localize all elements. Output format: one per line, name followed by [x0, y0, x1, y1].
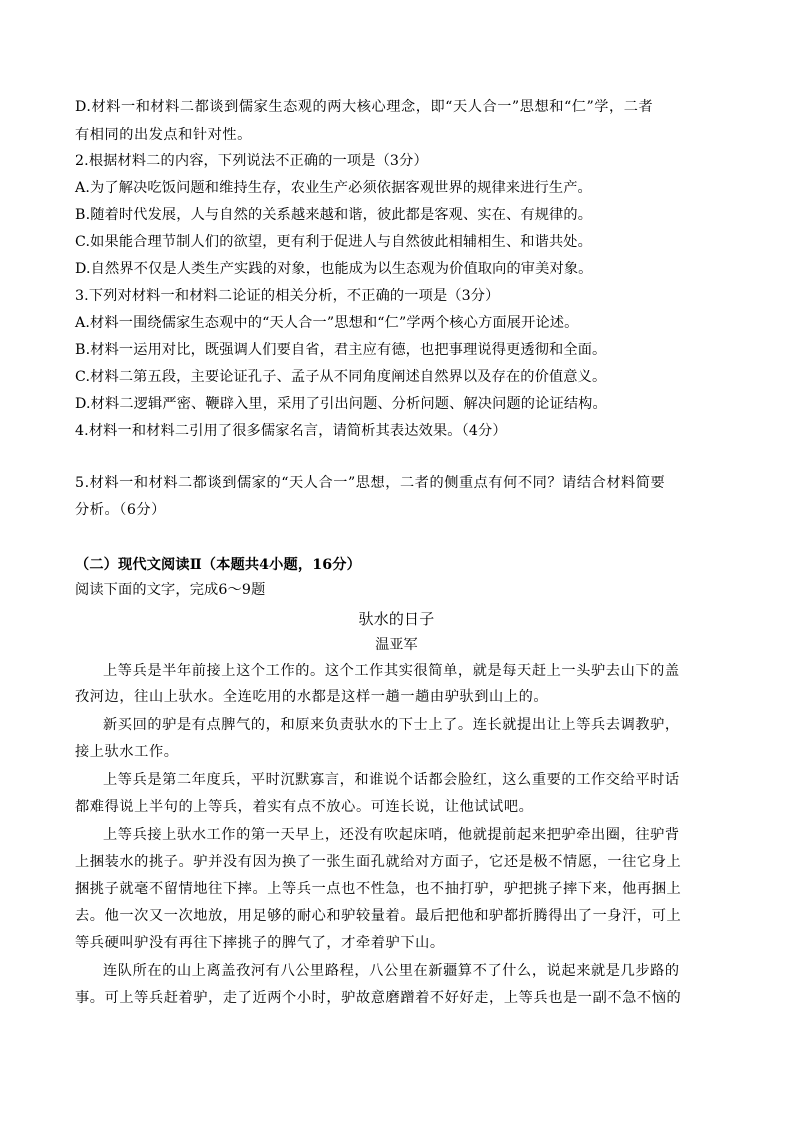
story-line-2: 孜河边，往山上驮水。全连吃用的水都是这样一趟一趟由驴驮到山上的。	[75, 689, 549, 705]
q2-option-d: D.自然界不仅是人类生产实践的对象，也能成为以生态观为价值取向的审美对象。	[75, 261, 593, 277]
section2-instruction: 阅读下面的文字，完成6～9题	[75, 582, 266, 598]
q5-stem-line2: 分析。（6分）	[75, 502, 166, 518]
q2-stem: 2.根据材料二的内容，下列说法不正确的一项是（3分）	[75, 153, 428, 169]
q3-stem: 3.下列对材料一和材料二论证的相关分析，不正确的一项是（3分）	[75, 288, 500, 304]
q4-stem: 4.材料一和材料二引用了很多儒家名言，请简析其表达效果。（4分）	[75, 423, 507, 439]
q3-option-a: A.材料一围绕儒家生态观中的“天人合一”思想和“仁”学两个核心方面展开论述。	[75, 315, 579, 331]
story-line-1: 上等兵是半年前接上这个工作的。这个工作其实很简单，就是每天赶上一头驴去山下的盖	[103, 663, 680, 679]
q1-option-d-line2: 有相同的出发点和针对性。	[75, 127, 252, 143]
q2-option-b: B.随着时代发展，人与自然的关系越来越和谐，彼此都是客观、实在、有规律的。	[75, 207, 593, 223]
story-line-11: 等兵硬叫驴没有再往下摔挑子的脾气了，才牵着驴下山。	[75, 935, 445, 951]
story-line-7: 上等兵接上驮水工作的第一天早上，还没有吹起床哨，他就提前起来把驴牵出圈，往驴背	[103, 827, 680, 843]
q3-option-b: B.材料一运用对比，既强调人们要自省，君主应有德，也把事理说得更透彻和全面。	[75, 342, 607, 358]
q3-option-c: C.材料二第五段，主要论证孔子、孟子从不同角度阐述自然界以及存在的价值意义。	[75, 369, 607, 385]
q1-option-d-line1: D.材料一和材料二都谈到儒家生态观的两大核心理念，即“天人合一”思想和“仁”学，二者	[75, 99, 654, 115]
story-line-5: 上等兵是第二年度兵，平时沉默寡言，和谁说个话都会脸红，这么重要的工作交给平时话	[103, 772, 680, 788]
story-line-12: 连队所在的山上离盖孜河有八公里路程，八公里在新疆算不了什么，说起来就是几步路的	[103, 963, 680, 979]
q2-option-c: C.如果能合理节制人们的欲望，更有利于促进人与自然彼此相辅相生、和谐共处。	[75, 234, 592, 250]
story-line-8: 上捆装水的挑子。驴并没有因为换了一张生面孔就给对方面子，它还是极不情愿，一往它身上	[75, 854, 682, 870]
story-author: 温亚军	[375, 637, 418, 653]
story-line-3: 新买回的驴是有点脾气的，和原来负责驮水的下士上了。连长就提出让上等兵去调教驴，	[103, 717, 680, 733]
story-line-6: 都难得说上半句的上等兵，着实有点不放心。可连长说，让他试试吧。	[75, 799, 534, 815]
story-line-9: 捆挑子就毫不留情地往下摔。上等兵一点也不性急，也不抽打驴，驴把挑子摔下来，他再捆上	[75, 881, 682, 897]
q3-option-d: D.材料二逻辑严密、鞭辟入里，采用了引出问题、分析问题、解决问题的论证结构。	[75, 396, 607, 412]
q5-stem-line1: 5.材料一和材料二都谈到儒家的“天人合一”思想，二者的侧重点有何不同？请结合材料简要	[75, 475, 666, 491]
story-line-4: 接上驮水工作。	[75, 744, 179, 760]
story-line-13: 事。可上等兵赶着驴，走了近两个小时，驴故意磨蹭着不好好走，上等兵也是一副不急不恼的	[75, 990, 682, 1006]
q2-option-a: A.为了解决吃饭问题和维持生存，农业生产必须依据客观世界的规律来进行生产。	[75, 180, 592, 196]
story-line-10: 去。他一次又一次地放，用足够的耐心和驴较量着。最后把他和驴都折腾得出了一身汗，可上	[75, 908, 682, 924]
section2-heading: （二）现代文阅读Ⅱ（本题共4小题，16分）	[75, 557, 361, 573]
story-title: 驮水的日子	[358, 610, 435, 628]
